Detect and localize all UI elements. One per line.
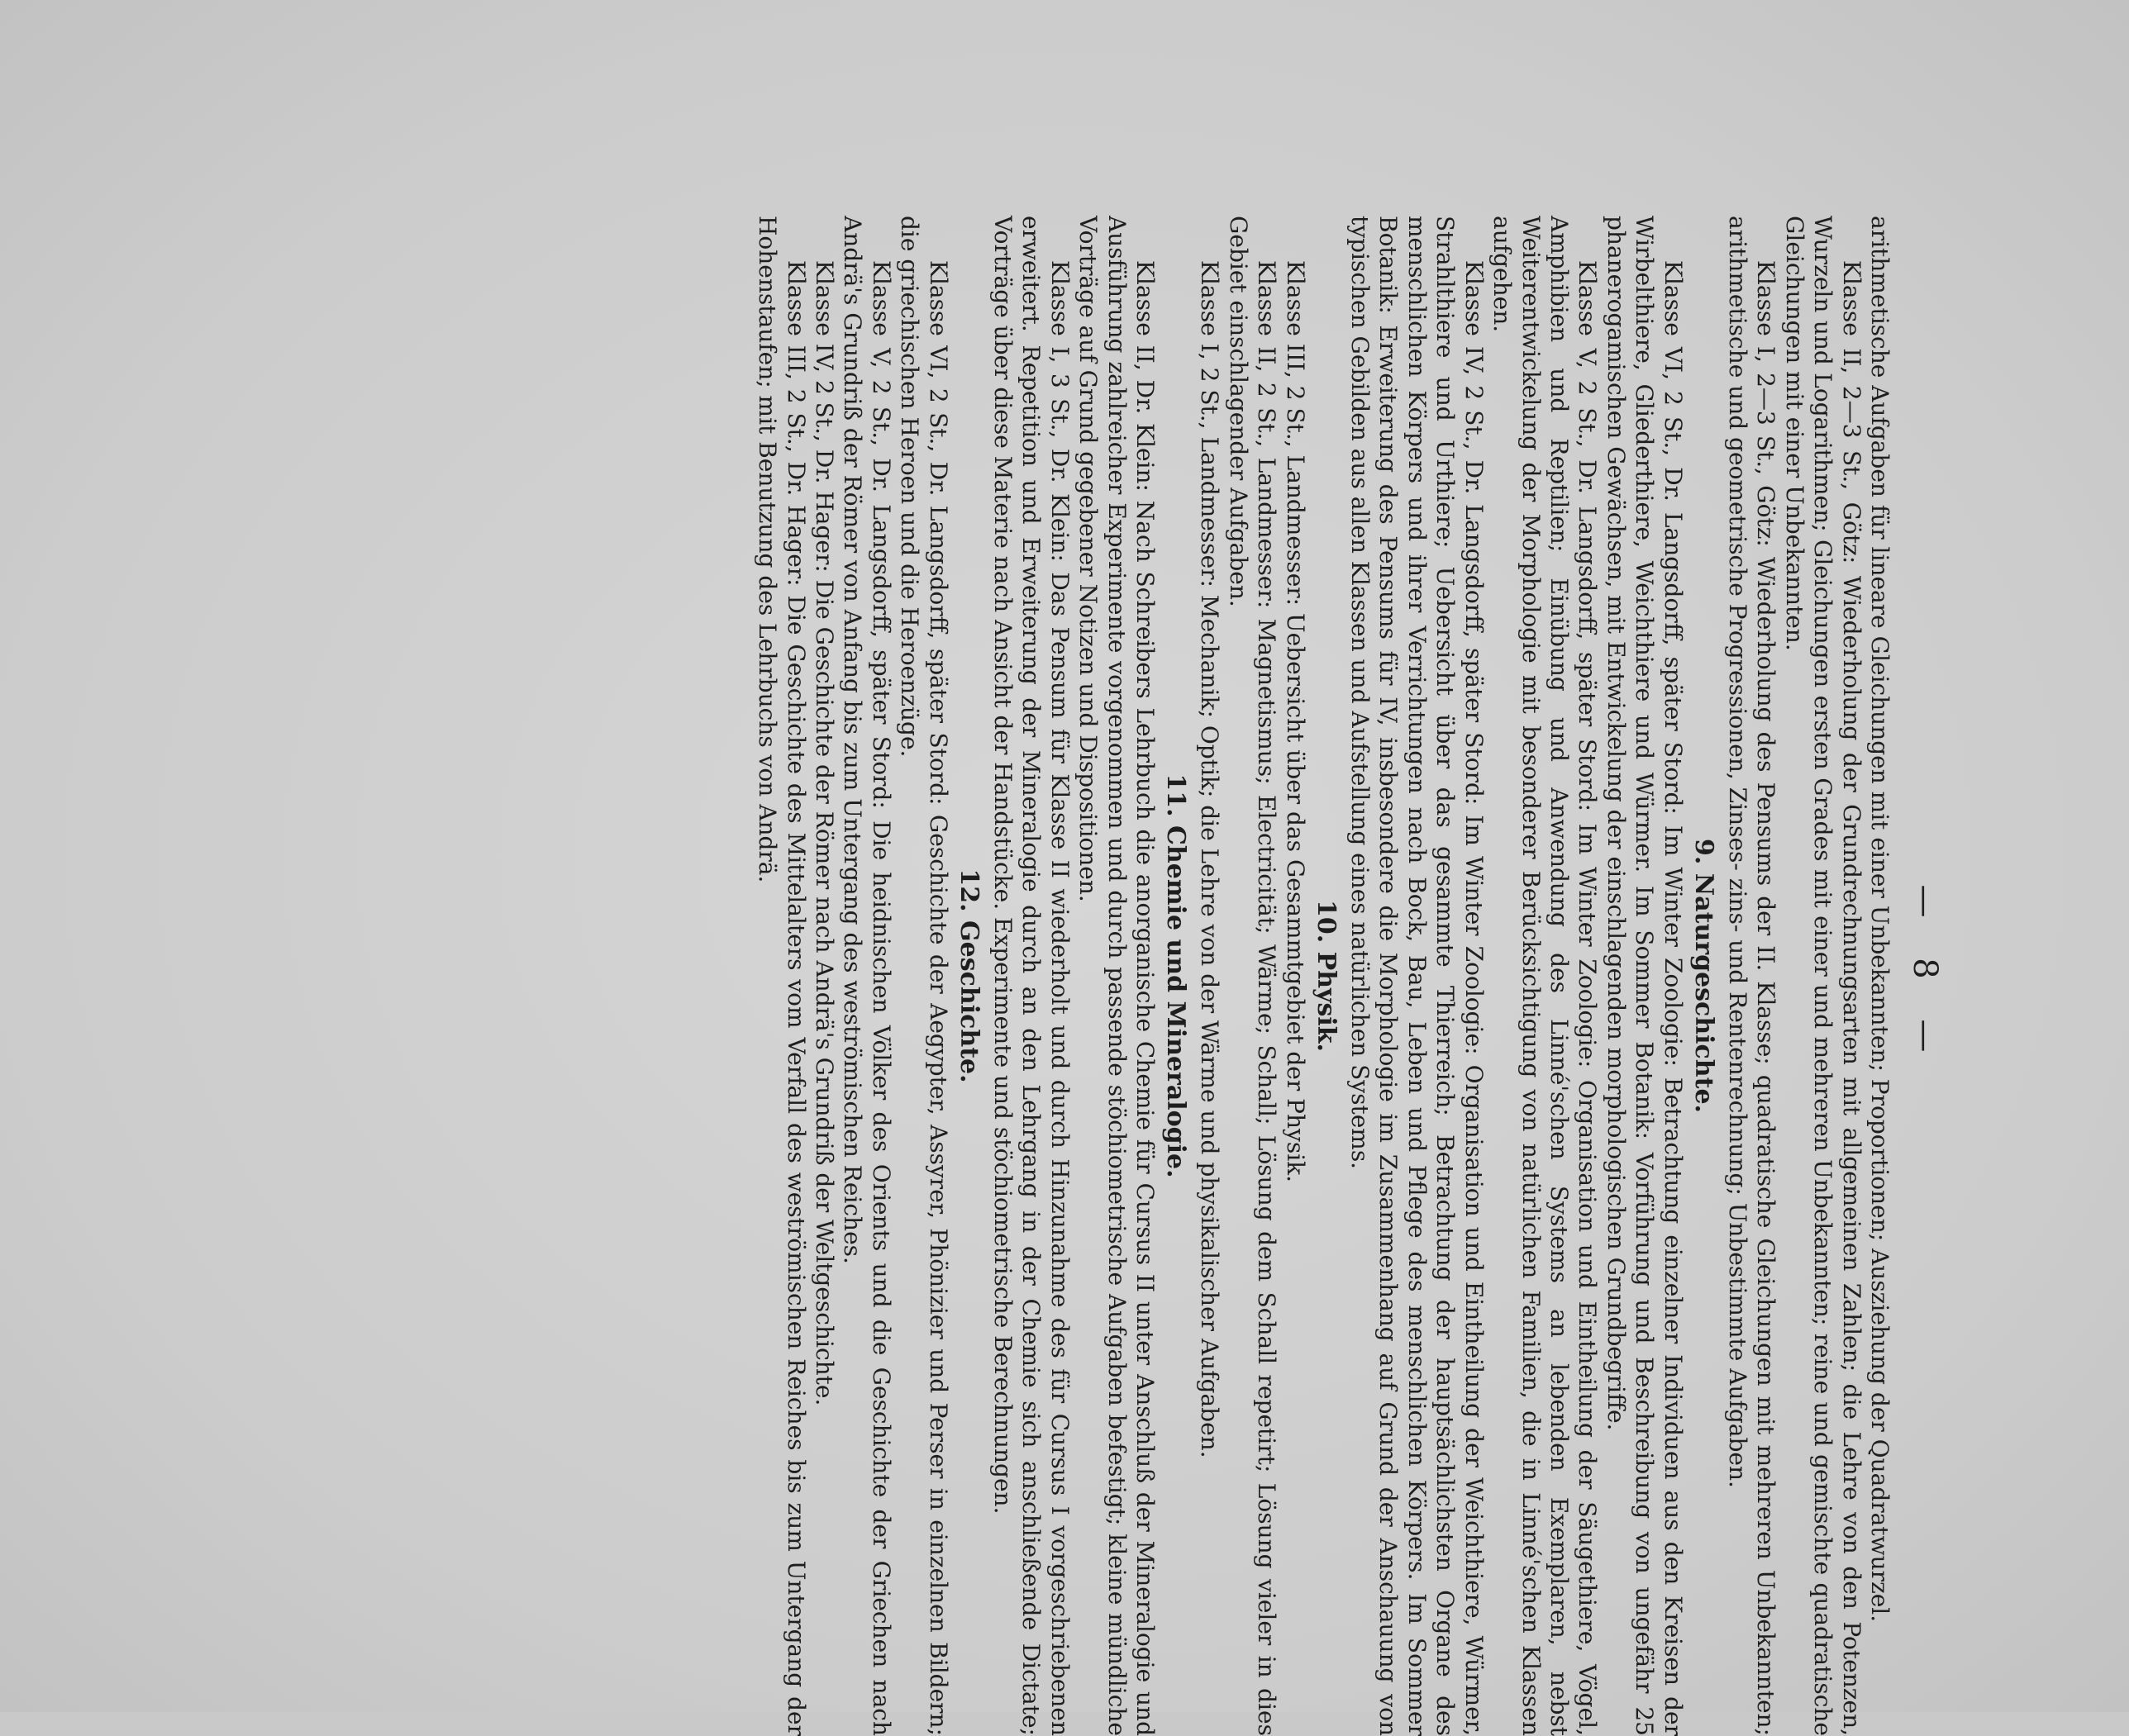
section-heading-naturgeschichte: 9. Naturgeschichte.	[1688, 839, 1718, 1113]
rotated-text-block	[184, 216, 1945, 1736]
intro-paragraph-2: Klasse II, 2—3 St., Götz: Wiederholung der Grundrechnungsarten mit allgemeinen Zahlen; die Lehre von den Potenzen, Wurzeln und Logarithmen; Gleichungen ersten Grades mit einer und mehreren Unbekannten; reine und gemischte quadratische Gleichungen mit einer Unbekannten.	[1780, 216, 1865, 1736]
naturgeschichte-paragraph-2: Klasse V, 2 St., Dr. Langsdorff, später Stord: Im Winter Zoologie: Organisation und Eintheilung der Säugethiere, Vögel, Amphibien und Reptilien; Einübung und Anwendung des Linné'schen Systems an lebenden Exemplaren, nebst Weiterentwickelung der Morphologie mit besonderer Berücksichtigung von natürlichen Familien, die in Linné'schen Klassen aufgehen.	[1488, 216, 1602, 1736]
section-heading-geschichte: 12. Geschichte.	[954, 868, 984, 1083]
chemie-paragraph-2: Klasse I, 3 St., Dr. Klein: Das Pensum für Klasse II wiederholt und durch Hinzunahme des für Cursus I vorgeschriebenen erweitert. Repetition und Erweiterung der Mineralogie durch an den Lehrgang in der Chemie sich anschließende Dictate; Vorträge über diese Materie nach Ansicht der Handstücke. Experimente und stöchiometrische Berechnungen.	[989, 216, 1074, 1736]
physik-paragraph-2: Klasse II, 2 St., Landmesser: Magnetismus; Electricität; Wärme; Schall; Lösung dem Schall repetirt; Lösung vieler in dies Gebiet einschlagender Aufgaben.	[1224, 216, 1281, 1736]
intro-paragraph-3: Klasse I, 2—3 St., Götz: Wiederholung des Pensums der II. Klasse; quadratische Gleichungen mit mehreren Unbekannten; arithmetische und geometrische Progressionen, Zinses- zins- und Rentenrechnung; Unbestimmte Aufgaben.	[1723, 216, 1780, 1736]
chemie-paragraph-1: Klasse II, Dr. Klein: Nach Schreibers Lehrbuch die anorganische Chemie für Cursus II unter Anschluß der Mineralogie und Ausführung zahlreicher Experimente vorgenommen und durch passende stöchiometrische Aufgaben befestigt; kleine mündliche Vorträge auf Grund gegebener Notizen und Dispositionen.	[1074, 216, 1160, 1736]
geschichte-paragraph-4: Klasse III, 2 St., Dr. Hager: Die Geschichte des Mittelalters vom Verfall des weströmischen Reiches bis zum Untergang der Hohenstaufen; mit Benutzung des Lehrbuchs von Andrä.	[754, 216, 810, 1736]
physik-paragraph-1: Klasse III, 2 St., Landmesser: Uebersicht über das Gesammtgebiet der Physik.	[1281, 260, 1309, 1183]
section-heading-physik: 10. Physik.	[1311, 900, 1341, 1052]
intro-paragraph-1: arithmetische Aufgaben für lineare Gleichungen mit einer Unbekannten; Proportionen; Ausziehung der Quadratwurzel.	[1866, 216, 1893, 1623]
geschichte-paragraph-2: Klasse V, 2 St., Dr. Langsdorff, später Stord: Die heidnischen Völker des Orients und die Geschichte der Griechen nach Andrä's Grundriß der Römer von Anfang bis zum Untergang des weströmischen Reiches.	[839, 216, 895, 1736]
geschichte-paragraph-3: Klasse IV, 2 St., Dr. Hager: Die Geschichte der Römer nach Andrä's Grundriß der Weltgeschichte.	[811, 260, 838, 1406]
geschichte-paragraph-1: Klasse VI, 2 St., Dr. Langsdorff, später Stord: Geschichte der Aegypter, Assyrer, Phönizier und Perser in einzelnen Bildern; die griechischen Heroen und die Heroenzüge.	[896, 216, 952, 1736]
naturgeschichte-paragraph-3: Klasse IV, 2 St., Dr. Langsdorff, später Stord: Im Winter Zoologie: Organisation und Eintheilung der Weichthiere, Würmer, Strahlthiere und Urthiere; Uebersicht über das gesammte Thierreich; Betrachtung der hauptsächlichsten Organe des menschlichen Körpers und ihrer Verrichtungen nach Bock, Bau, Leben und Pflege des menschlichen Körpers. Im Sommer Botanik: Erweiterung des Pensums für IV, insbesondere die Morphologie im Zusammenhang auf Grund der Anschauung von typischen Gebilden aus allen Klassen und Aufstellung eines natürlichen Systems.	[1346, 216, 1488, 1736]
naturgeschichte-paragraph-1: Klasse VI, 2 St., Dr. Langsdorff, später Stord: Im Winter Zoologie: Betrachtung einzelner Individuen aus den Kreisen der Wirbelthiere, Gliederthiere, Weichthiere und Würmer. Im Sommer Botanik: Vorführung und Beschreibung von ungefähr 25 phanerogamischen Gewächsen, mit Entwickelung der einschlagenden morphologischen Grundbegriffe.	[1602, 216, 1687, 1736]
physik-paragraph-3: Klasse I, 2 St., Landmesser: Mechanik; Optik; die Lehre von der Wärme und physikalischer Aufgaben.	[1196, 260, 1224, 1458]
page-number: — 8 —	[1906, 884, 1944, 1068]
section-heading-chemie: 11. Chemie und Mineralogie.	[1161, 773, 1191, 1178]
